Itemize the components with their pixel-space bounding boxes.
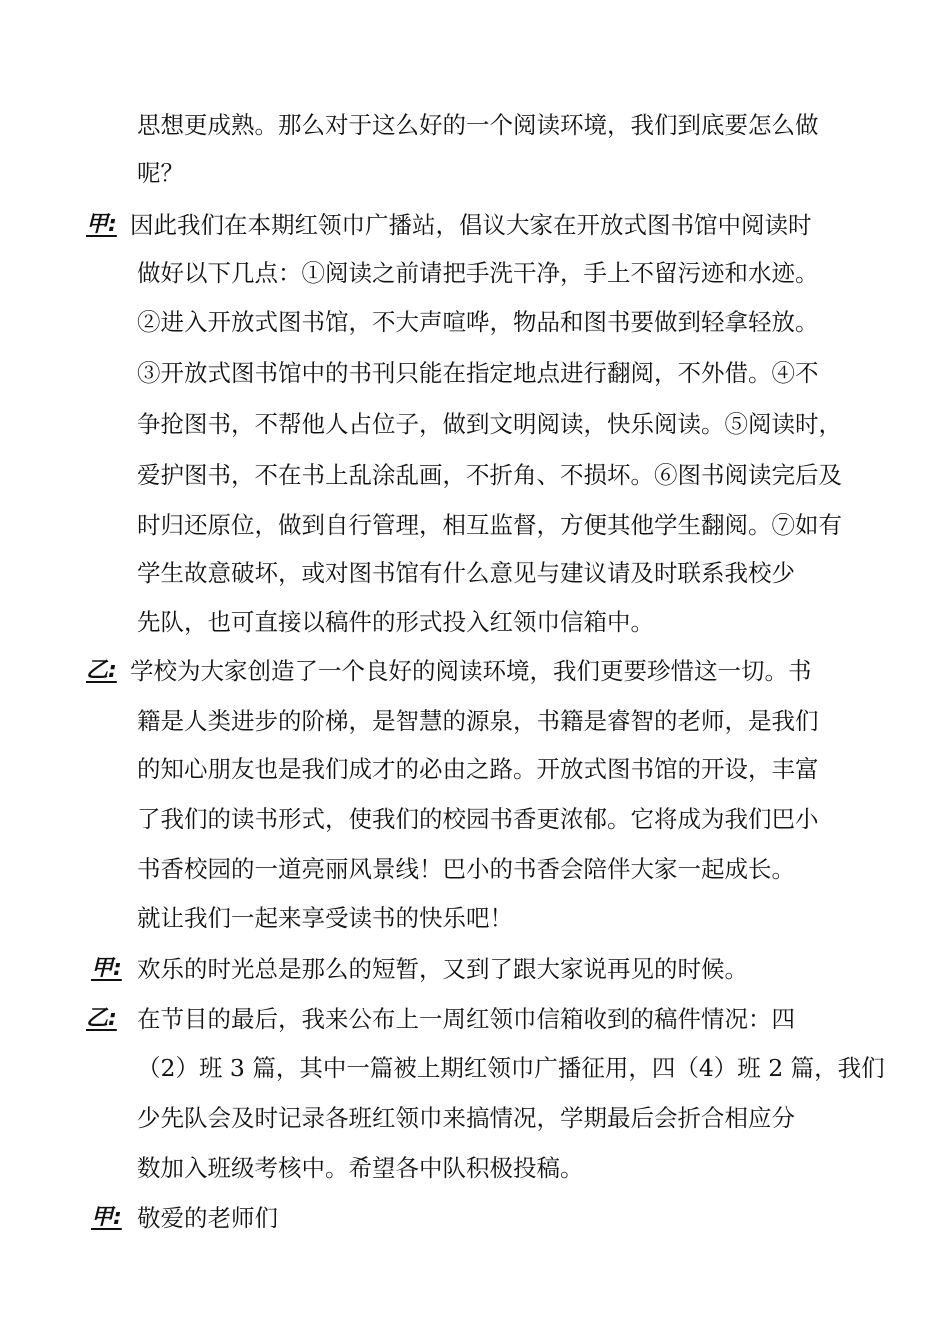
text-line: 时归还原位，做到自行管理，相互监督，方便其他学生翻阅。⑦如有: [137, 511, 842, 539]
speaker-label-jia: 甲:: [91, 956, 122, 981]
text-line: （2）班 3 篇，其中一篇被上期红领巾广播征用，四（4）班 2 篇，我们: [137, 1054, 885, 1082]
text-line: 书香校园的一道亮丽风景线！巴小的书香会陪伴大家一起成长。: [137, 855, 795, 883]
text-line: 爱护图书，不在书上乱涂乱画，不折角、不损坏。⑥图书阅读完后及: [137, 461, 842, 489]
speaker-label-jia: 甲:: [91, 1205, 122, 1230]
text-line: ③开放式图书馆中的书刊只能在指定地点进行翻阅，不外借。④不: [137, 359, 819, 387]
text-line: ②进入开放式图书馆，不大声喧哗，物品和图书要做到轻拿轻放。: [137, 308, 819, 336]
text-line: 在节目的最后，我来公布上一周红领巾信箱收到的稿件情况：四: [137, 1005, 795, 1033]
text-line: 思想更成熟。那么对于这么好的一个阅读环境，我们到底要怎么做: [137, 111, 819, 139]
text-line: 少先队会及时记录各班红领巾来搞情况，学期最后会折合相应分: [137, 1104, 795, 1132]
text-line: 数加入班级考核中。希望各中队积极投稿。: [137, 1154, 584, 1182]
text-line: 敬爱的老师们: [137, 1204, 278, 1232]
speaker-label-jia: 甲:: [86, 212, 117, 237]
text-line: 籍是人类进步的阶梯，是智慧的源泉，书籍是睿智的老师，是我们: [137, 707, 819, 735]
text-line: 争抢图书，不帮他人占位子，做到文明阅读，快乐阅读。⑤阅读时，: [137, 410, 842, 438]
text-line: 因此我们在本期红领巾广播站，倡议大家在开放式图书馆中阅读时: [130, 211, 812, 239]
text-line: 学生故意破坏，或对图书馆有什么意见与建议请及时联系我校少: [137, 559, 795, 587]
speaker-label-yi: 乙:: [86, 658, 117, 683]
text-line: 的知心朋友也是我们成才的必由之路。开放式图书馆的开设，丰富: [137, 755, 819, 783]
text-line: 了我们的读书形式，使我们的校园书香更浓郁。它将成为我们巴小: [137, 805, 819, 833]
text-line: 呢？: [137, 159, 184, 187]
text-line: 欢乐的时光总是那么的短暂，又到了跟大家说再见的时候。: [137, 955, 748, 983]
text-line: 学校为大家创造了一个良好的阅读环境，我们更要珍惜这一切。书: [130, 657, 812, 685]
speaker-label-yi: 乙:: [86, 1006, 117, 1031]
text-line: 就让我们一起来享受读书的快乐吧！: [137, 904, 513, 932]
text-line: 先队，也可直接以稿件的形式投入红领巾信箱中。: [137, 608, 654, 636]
text-line: 做好以下几点：①阅读之前请把手洗干净，手上不留污迹和水迹。: [137, 259, 819, 287]
